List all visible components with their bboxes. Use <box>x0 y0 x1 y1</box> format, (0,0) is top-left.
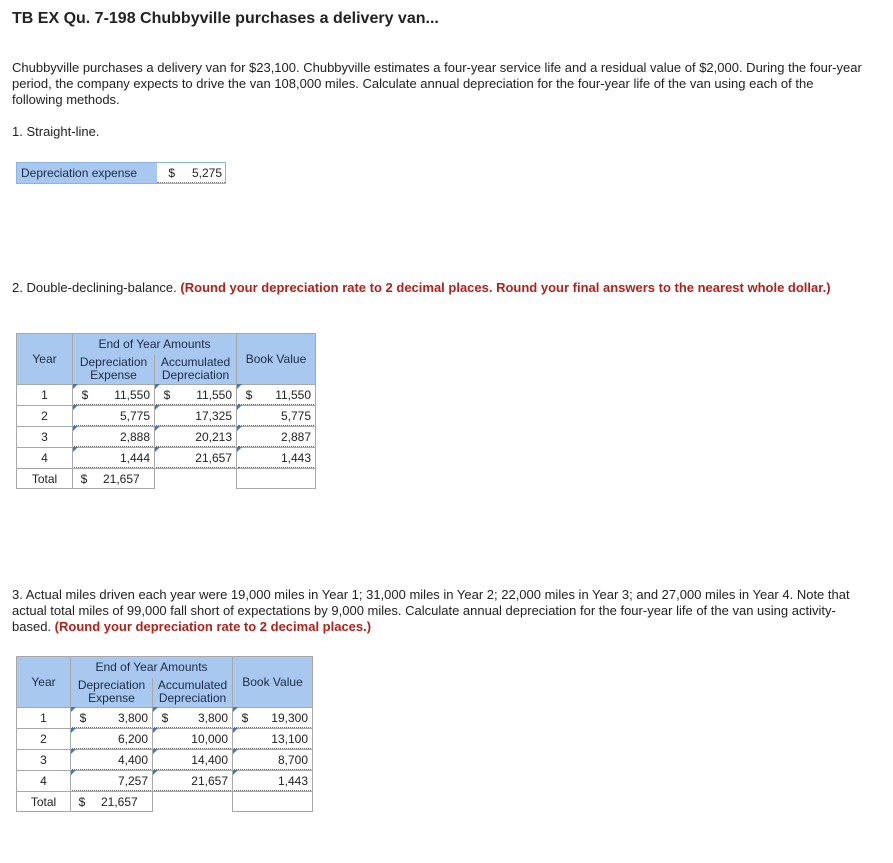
acc-dep-input[interactable] <box>156 448 235 468</box>
ddb-table <box>16 333 316 489</box>
acc-dep-input[interactable] <box>156 406 235 426</box>
page-title: TB EX Qu. 7-198 Chubbyville purchases a delivery van... <box>12 10 439 27</box>
total-dep-expense <box>73 469 154 488</box>
total-blank-cell <box>233 792 313 812</box>
dep-expense-input[interactable] <box>72 750 151 770</box>
book-value-value: 11,550 <box>275 387 311 402</box>
header-year: Year <box>17 334 73 385</box>
acc-dep-value: 3,800 <box>197 710 228 725</box>
book-value-input[interactable] <box>234 729 311 749</box>
header-acc-dep: Accumulated Depreciation <box>153 678 233 708</box>
straight-line-answer <box>16 162 226 184</box>
header-dep-expense: Depreciation Expense <box>73 355 155 385</box>
currency-symbol: $ <box>78 794 86 809</box>
table-row <box>17 771 313 792</box>
book-value-value: 19,300 <box>271 710 308 725</box>
header-group: End of Year Amounts <box>73 334 237 355</box>
part3-text: 3. Actual miles driven each year were 19,000 miles in Year 1; 31,000 miles in Year 2; 22,000 miles in Year 3; and 27,000 miles in Year 4. Note that actual total miles of 99,000 fall short of expectations by 9,000 miles. Calculate annual depreciation for the four-year life of the van using activity-based. <box>12 587 850 634</box>
book-value-value: 8,700 <box>277 752 308 767</box>
book-value-input[interactable] <box>238 448 314 468</box>
dep-expense-value: 6,200 <box>117 731 148 746</box>
part1-label: 1. Straight-line. <box>12 124 100 139</box>
year-cell: 1 <box>17 708 71 729</box>
dep-expense-input[interactable] <box>72 729 151 749</box>
book-value-input[interactable] <box>238 427 314 447</box>
straight-line-value: 5,275 <box>191 166 222 180</box>
currency-symbol: $ <box>80 471 88 486</box>
total-row <box>17 469 316 489</box>
book-value-input[interactable] <box>234 771 311 791</box>
dep-expense-input[interactable] <box>74 385 153 405</box>
acc-dep-value: 21,657 <box>191 773 228 788</box>
total-dep-expense <box>71 792 152 811</box>
straight-line-input[interactable] <box>157 163 225 183</box>
dep-expense-input[interactable] <box>72 708 151 728</box>
dep-expense-value: 2,888 <box>119 429 150 444</box>
acc-dep-value: 14,400 <box>191 752 228 767</box>
table-row <box>17 729 313 750</box>
acc-dep-input[interactable] <box>156 427 235 447</box>
part3-instruction: (Round your depreciation rate to 2 decimal places.) <box>54 619 372 634</box>
acc-dep-input[interactable] <box>154 750 231 770</box>
currency-symbol: $ <box>163 387 171 402</box>
total-label: Total <box>17 469 73 489</box>
dep-expense-input[interactable] <box>74 406 153 426</box>
currency-symbol: $ <box>79 710 87 725</box>
table-row <box>17 427 316 448</box>
currency-symbol: $ <box>241 710 249 725</box>
table-row <box>17 750 313 771</box>
header-year: Year <box>17 657 71 708</box>
year-cell: 4 <box>17 448 73 469</box>
book-value-value: 1,443 <box>277 773 308 788</box>
dep-expense-value: 5,775 <box>119 408 150 423</box>
acc-dep-value: 10,000 <box>191 731 228 746</box>
acc-dep-value: 17,325 <box>195 408 232 423</box>
dep-expense-value: 1,444 <box>119 450 150 465</box>
book-value-input[interactable] <box>234 708 311 728</box>
year-cell: 1 <box>17 385 73 406</box>
header-book-value: Book Value <box>233 657 313 708</box>
year-cell: 4 <box>17 771 71 792</box>
part2-instruction: (Round your depreciation rate to 2 decimal places. Round your final answers to the nearest whole dollar.) <box>180 280 831 295</box>
part2-method: 2. Double-declining-balance. <box>12 280 177 295</box>
part3-label <box>12 587 872 635</box>
acc-dep-value: 20,213 <box>195 429 232 444</box>
depreciation-expense-label: Depreciation expense <box>17 163 157 183</box>
dep-expense-value: 7,257 <box>117 773 148 788</box>
dep-expense-value: 11,550 <box>114 387 150 402</box>
acc-dep-input[interactable] <box>154 708 231 728</box>
dep-expense-value: 4,400 <box>117 752 148 767</box>
acc-dep-value: 11,550 <box>196 387 232 402</box>
currency-symbol: $ <box>81 387 89 402</box>
table-row <box>17 406 316 427</box>
year-cell: 2 <box>17 729 71 750</box>
header-dep-expense: Depreciation Expense <box>71 678 153 708</box>
book-value-input[interactable] <box>238 385 314 405</box>
acc-dep-input[interactable] <box>154 729 231 749</box>
problem-intro: Chubbyville purchases a delivery van for $23,100. Chubbyville estimates a four-year service life and a residual value of $2,000. During the four-year period, the company expects to drive the van 108,000 miles. Calculate annual depreciation for the four-year life of the van using each of the following methods. <box>12 60 862 107</box>
book-value-input[interactable] <box>238 406 314 426</box>
currency-symbol: $ <box>168 166 175 180</box>
total-row <box>17 792 313 812</box>
acc-dep-input[interactable] <box>154 771 231 791</box>
currency-symbol: $ <box>245 387 253 402</box>
book-value-value: 13,100 <box>271 731 308 746</box>
total-value: 21,657 <box>103 471 140 486</box>
table-row <box>17 708 313 729</box>
year-cell: 3 <box>17 427 73 448</box>
header-book-value: Book Value <box>237 334 316 385</box>
dep-expense-input[interactable] <box>72 771 151 791</box>
acc-dep-value: 21,657 <box>195 450 232 465</box>
table-row <box>17 385 316 406</box>
activity-table <box>16 656 313 812</box>
part2-label <box>12 280 862 296</box>
dep-expense-input[interactable] <box>74 427 153 447</box>
currency-symbol: $ <box>161 710 169 725</box>
book-value-value: 5,775 <box>280 408 311 423</box>
dep-expense-value: 3,800 <box>117 710 148 725</box>
header-acc-dep: Accumulated Depreciation <box>155 355 237 385</box>
total-label: Total <box>17 792 71 812</box>
header-group: End of Year Amounts <box>71 657 233 678</box>
book-value-value: 1,443 <box>280 450 311 465</box>
acc-dep-input[interactable] <box>156 385 235 405</box>
total-blank-cell <box>237 469 316 489</box>
table-row <box>17 448 316 469</box>
year-cell: 3 <box>17 750 71 771</box>
book-value-input[interactable] <box>234 750 311 770</box>
year-cell: 2 <box>17 406 73 427</box>
total-value: 21,657 <box>101 794 138 809</box>
dep-expense-input[interactable] <box>74 448 153 468</box>
book-value-value: 2,887 <box>280 429 311 444</box>
